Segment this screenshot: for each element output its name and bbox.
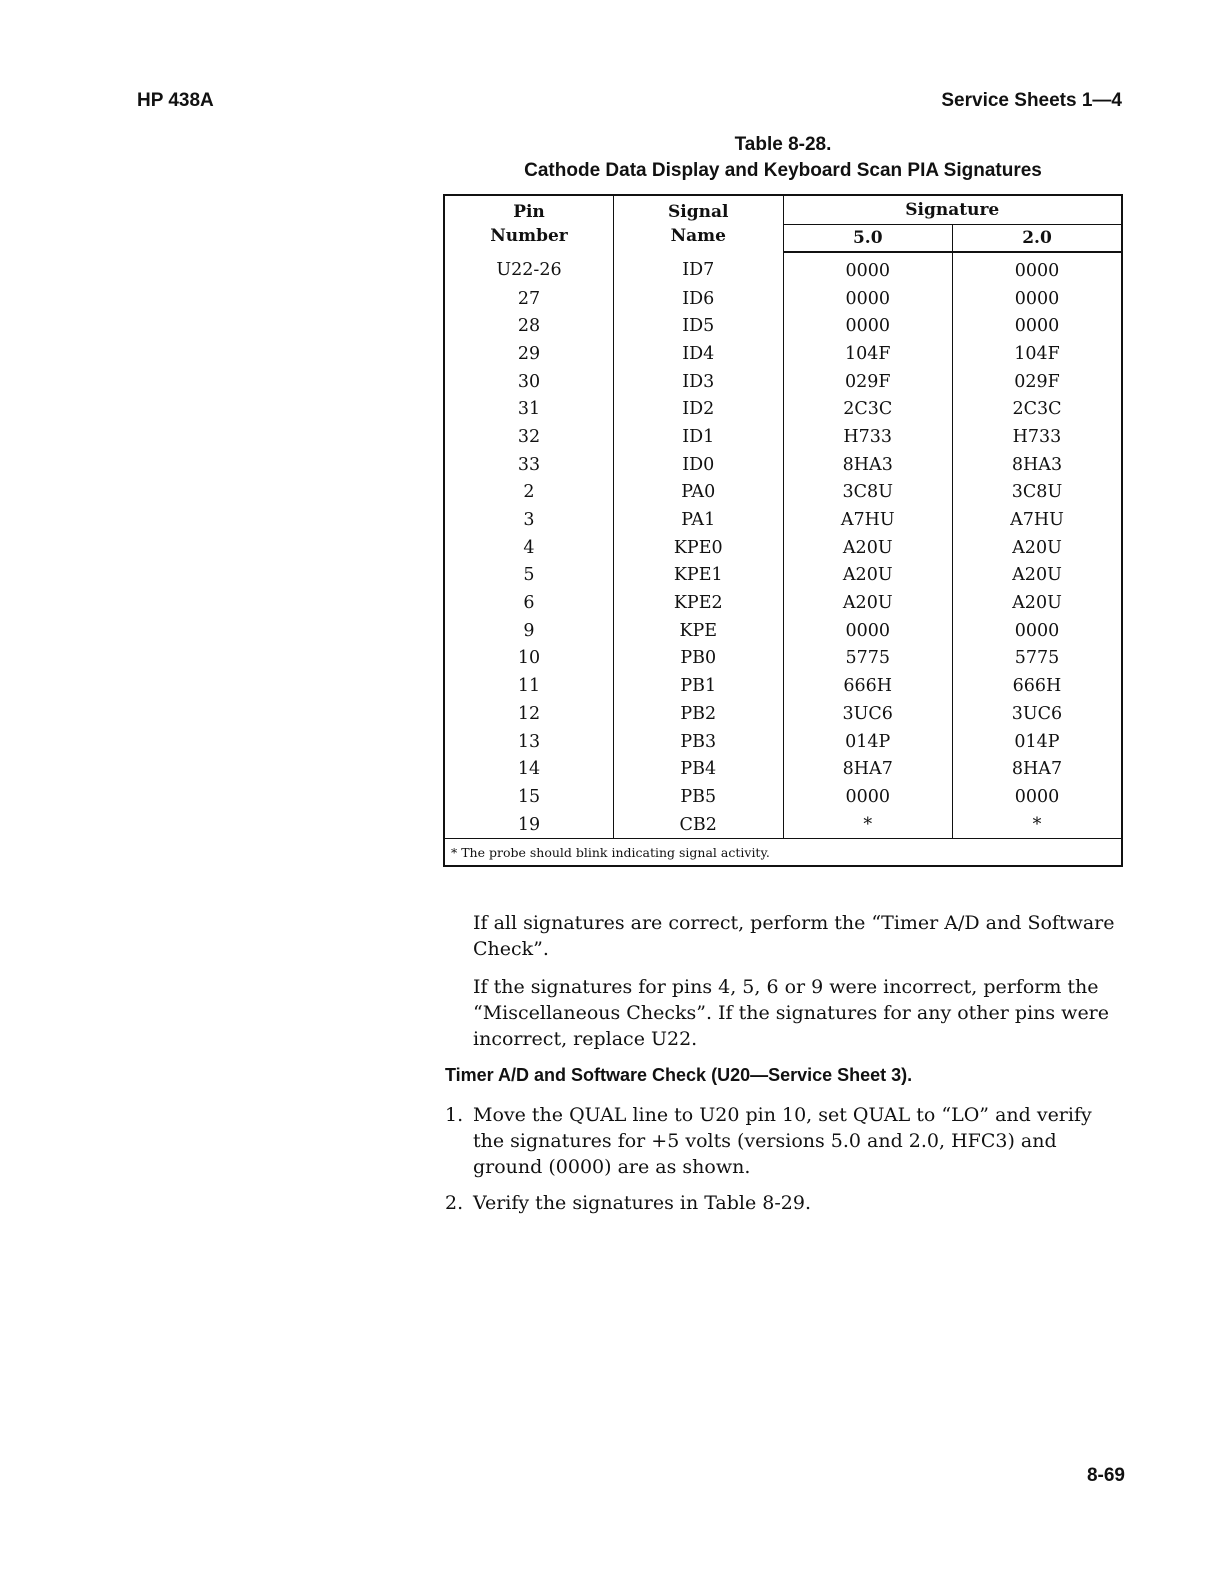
signature-2-0-cell: 104F — [1014, 343, 1060, 364]
signature-5-0-cell: 0000 — [783, 617, 953, 645]
signature-5-0-cell: H733 — [783, 423, 953, 451]
signature-2-0-cell: H733 — [1012, 426, 1062, 447]
table-row — [444, 617, 1122, 645]
header-pin-number — [444, 195, 614, 252]
signature-2-0-cell: A20U — [1012, 565, 1062, 586]
table-row — [444, 423, 1122, 451]
step-item — [445, 1190, 1125, 1216]
table-row — [444, 783, 1122, 811]
pin-number-cell: 31 — [517, 399, 541, 420]
table-row — [444, 562, 1122, 590]
pin-number-cell: 27 — [517, 288, 541, 309]
pin-number-cell: 13 — [517, 731, 541, 752]
pin-number-cell: 3 — [523, 510, 535, 531]
signal-name-cell: ID7 — [614, 252, 784, 285]
signature-2-0-cell: 0000 — [1014, 288, 1060, 309]
signal-name-cell: KPE — [614, 617, 784, 645]
step-number: 2. — [445, 1192, 464, 1214]
signal-name-cell: ID4 — [614, 340, 784, 368]
signature-5-0-cell: A20U — [783, 562, 953, 590]
signal-name-cell: PB5 — [614, 783, 784, 811]
page-number: 8-69 — [1086, 1465, 1125, 1486]
signature-2-0-cell: 2C3C — [1012, 399, 1062, 420]
signature-5-0-cell: 104F — [783, 340, 953, 368]
header-pin-line1: Pin — [513, 202, 545, 222]
signature-5-0-cell: * — [783, 811, 953, 839]
table-row — [444, 672, 1122, 700]
signature-2-0-cell: 666H — [1012, 676, 1062, 697]
signature-2-0-cell: A20U — [1012, 593, 1062, 614]
pin-number-cell: 29 — [517, 343, 541, 364]
signal-name-cell: PB4 — [614, 755, 784, 783]
signal-name-cell: PB3 — [614, 728, 784, 756]
signature-5-0-cell: 3UC6 — [783, 700, 953, 728]
step-text: Move the QUAL line to U20 pin 10, set QUAL to “LO” and verify the signatures for +5 volts (versions 5.0 and 2.0, HFC3) and ground (0000) are as shown. — [473, 1104, 1092, 1178]
signature-5-0-cell: 0000 — [783, 783, 953, 811]
signal-name-cell: PA0 — [614, 479, 784, 507]
signal-name-cell: PB2 — [614, 700, 784, 728]
paragraph-incorrect: If the signatures for pins 4, 5, 6 or 9 were incorrect, perform the “Miscellaneous Checks”. If the signatures for any other pins were incorrect, replace U22. — [473, 976, 1110, 1050]
pin-number-cell: U22-26 — [496, 260, 562, 281]
step-text: Verify the signatures in Table 8-29. — [473, 1192, 812, 1214]
table-row — [444, 645, 1122, 673]
header-signal-name — [614, 195, 784, 252]
signature-table-body — [444, 252, 1122, 839]
table-row — [444, 755, 1122, 783]
pin-number-cell: 33 — [517, 454, 541, 475]
signature-2-0-cell: * — [1032, 814, 1042, 835]
step-item — [445, 1102, 1125, 1180]
signature-2-0-cell: A20U — [1012, 537, 1062, 558]
signature-5-0-cell: 0000 — [783, 285, 953, 313]
signature-table — [443, 194, 1123, 867]
pin-number-cell: 11 — [517, 676, 541, 697]
signal-name-cell: KPE2 — [614, 589, 784, 617]
signature-5-0-cell: 0000 — [783, 312, 953, 340]
signature-2-0-cell: 3UC6 — [1011, 703, 1063, 724]
signal-name-cell: ID5 — [614, 312, 784, 340]
signature-5-0-cell: A20U — [783, 534, 953, 562]
signature-5-0-cell: A20U — [783, 589, 953, 617]
header-signature: Signature — [783, 195, 1122, 225]
table-row — [444, 534, 1122, 562]
pin-number-cell: 2 — [523, 482, 535, 503]
pin-number-cell: 6 — [523, 593, 535, 614]
signal-name-cell: KPE1 — [614, 562, 784, 590]
pin-number-cell: 9 — [523, 620, 535, 641]
header-signal-line1: Signal — [668, 202, 729, 222]
pin-number-cell: 28 — [517, 316, 541, 337]
table-row — [444, 368, 1122, 396]
signal-name-cell: ID6 — [614, 285, 784, 313]
document-header-model: HP 438A — [137, 90, 214, 111]
signature-5-0-cell: 2C3C — [783, 395, 953, 423]
signal-name-cell: ID1 — [614, 423, 784, 451]
signature-2-0-cell: 5775 — [1014, 648, 1060, 669]
signature-2-0-cell: 0000 — [1014, 620, 1060, 641]
signature-2-0-cell: 3C8U — [1011, 482, 1063, 503]
signal-name-cell: ID2 — [614, 395, 784, 423]
signature-5-0-cell: 029F — [783, 368, 953, 396]
table-footnote: * The probe should blink indicating signal activity. — [444, 839, 1122, 867]
table-row — [444, 479, 1122, 507]
table-row — [444, 395, 1122, 423]
pin-number-cell: 15 — [517, 786, 541, 807]
signature-2-0-cell: 8HA3 — [1011, 454, 1063, 475]
signal-name-cell: ID0 — [614, 451, 784, 479]
signal-name-cell: ID3 — [614, 368, 784, 396]
signature-5-0-cell: 8HA7 — [783, 755, 953, 783]
table-row — [444, 728, 1122, 756]
signal-name-cell: PB1 — [614, 672, 784, 700]
table-row — [444, 700, 1122, 728]
table-row — [444, 312, 1122, 340]
signature-2-0-cell: 0000 — [1014, 260, 1060, 281]
signature-2-0-cell: 0000 — [1014, 316, 1060, 337]
signature-2-0-cell: 014P — [1014, 731, 1060, 752]
pin-number-cell: 30 — [517, 371, 541, 392]
table-number: Table 8-28. — [734, 134, 832, 155]
pin-number-cell: 4 — [523, 537, 535, 558]
signature-5-0-cell: 8HA3 — [783, 451, 953, 479]
signature-5-0-cell: 5775 — [783, 645, 953, 673]
table-row — [444, 340, 1122, 368]
signature-5-0-cell: 014P — [783, 728, 953, 756]
table-row — [444, 811, 1122, 839]
signature-5-0-cell: 666H — [783, 672, 953, 700]
table-title: Cathode Data Display and Keyboard Scan PIA Signatures — [524, 160, 1042, 181]
signature-5-0-cell: 0000 — [783, 252, 953, 285]
table-row — [444, 451, 1122, 479]
signature-2-0-cell: 029F — [1014, 371, 1060, 392]
table-row — [444, 589, 1122, 617]
pin-number-cell: 19 — [517, 814, 541, 835]
header-signal-line2: Name — [670, 226, 726, 246]
pin-number-cell: 10 — [517, 648, 541, 669]
header-version-2-0: 2.0 — [953, 225, 1123, 253]
pin-number-cell: 14 — [517, 759, 541, 780]
signature-2-0-cell: A7HU — [1010, 510, 1064, 531]
signature-2-0-cell: 8HA7 — [1011, 759, 1063, 780]
signal-name-cell: KPE0 — [614, 534, 784, 562]
header-version-5-0: 5.0 — [783, 225, 953, 253]
table-row — [444, 285, 1122, 313]
signature-5-0-cell: A7HU — [783, 506, 953, 534]
signature-5-0-cell: 3C8U — [783, 479, 953, 507]
pin-number-cell: 32 — [517, 426, 541, 447]
signal-name-cell: CB2 — [614, 811, 784, 839]
document-header-section: Service Sheets 1—4 — [941, 90, 1122, 111]
signal-name-cell: PA1 — [614, 506, 784, 534]
signal-name-cell: PB0 — [614, 645, 784, 673]
signature-2-0-cell: 0000 — [1014, 786, 1060, 807]
table-row — [444, 252, 1122, 285]
header-pin-line2: Number — [490, 226, 568, 246]
paragraph-all-correct: If all signatures are correct, perform the “Timer A/D and Software Check”. — [473, 912, 1115, 960]
pin-number-cell: 12 — [517, 703, 541, 724]
pin-number-cell: 5 — [523, 565, 535, 586]
section-subheading: Timer A/D and Software Check (U20—Service Sheet 3). — [445, 1065, 913, 1085]
table-row — [444, 506, 1122, 534]
step-number: 1. — [445, 1104, 464, 1126]
